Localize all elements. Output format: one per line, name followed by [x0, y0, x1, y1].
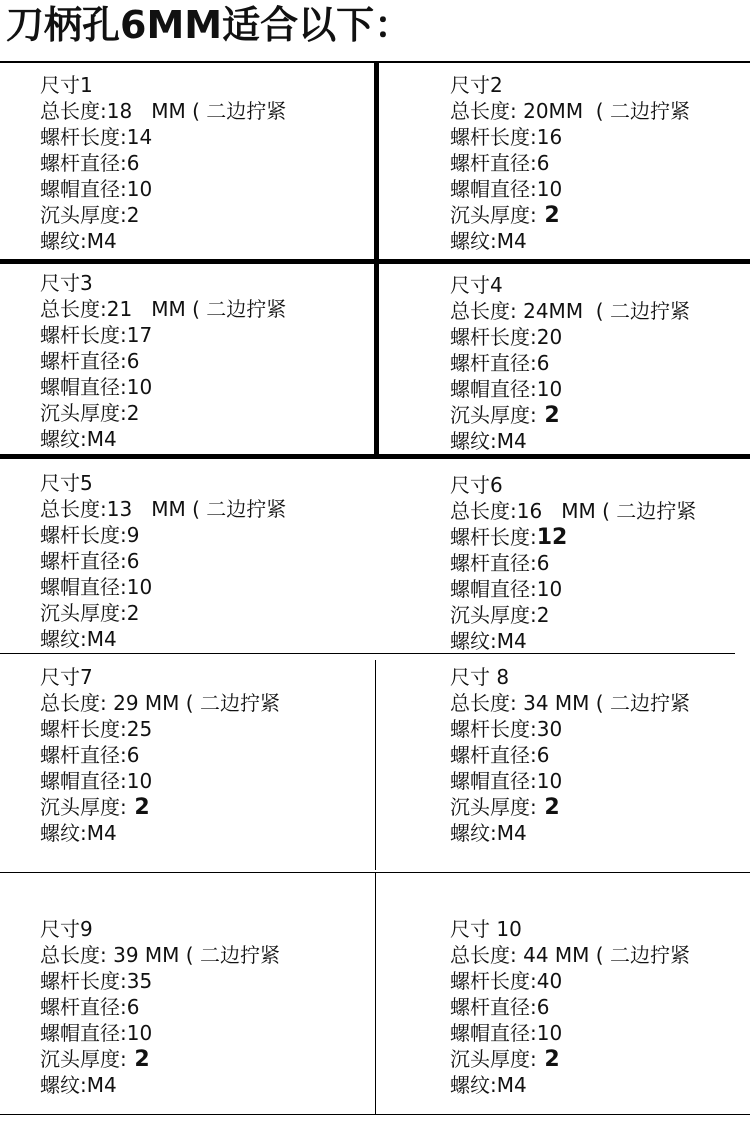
spec-name: 尺寸9	[40, 917, 93, 941]
cap-diameter: 螺帽直径:10	[450, 1021, 563, 1045]
thread: 螺纹:M4	[40, 1073, 117, 1097]
spec-name: 尺寸 10	[450, 917, 522, 941]
screw-length: 螺杆长度:30	[450, 717, 563, 741]
spec-cell-6	[450, 472, 696, 654]
countersink-thickness: 沉头厚度: 2	[450, 1047, 560, 1072]
thread: 螺纹:M4	[450, 629, 527, 653]
screw-diameter: 螺杆直径:6	[450, 743, 550, 767]
spec-cell-10	[450, 916, 690, 1098]
spec-cell-1	[40, 72, 286, 254]
cap-diameter: 螺帽直径:10	[40, 575, 153, 599]
grid-line-vertical-thick	[374, 61, 379, 456]
spec-cell-2	[450, 72, 690, 254]
spec-cell-3	[40, 270, 286, 452]
cap-diameter: 螺帽直径:10	[40, 1021, 153, 1045]
screw-diameter: 螺杆直径:6	[450, 351, 550, 375]
screw-length: 螺杆长度:25	[40, 717, 153, 741]
grid-line-vertical-bottom	[375, 873, 376, 1115]
total-length: 总长度: 24MM ( 二边拧紧	[450, 299, 690, 323]
total-length: 总长度: 44 MM ( 二边拧紧	[450, 943, 690, 967]
countersink-thickness: 沉头厚度: 2	[40, 1047, 150, 1072]
cap-diameter: 螺帽直径:10	[450, 377, 563, 401]
screw-diameter: 螺杆直径:6	[450, 995, 550, 1019]
total-length: 总长度:13 MM ( 二边拧紧	[40, 497, 287, 521]
screw-diameter: 螺杆直径:6	[40, 549, 140, 573]
screw-diameter: 螺杆直径:6	[40, 995, 140, 1019]
spec-name: 尺寸7	[40, 665, 93, 689]
thread: 螺纹:M4	[450, 821, 527, 845]
countersink-thickness: 沉头厚度:2	[40, 601, 140, 625]
thread: 螺纹:M4	[40, 821, 117, 845]
spec-name: 尺寸3	[40, 271, 93, 295]
spec-cell-4	[450, 272, 690, 454]
spec-name: 尺寸1	[40, 73, 93, 97]
spec-name: 尺寸6	[450, 473, 503, 497]
total-length: 总长度:21 MM ( 二边拧紧	[40, 297, 287, 321]
screw-diameter: 螺杆直径:6	[450, 151, 550, 175]
screw-length: 螺杆长度:16	[450, 125, 563, 149]
cap-diameter: 螺帽直径:10	[450, 577, 563, 601]
spec-name: 尺寸2	[450, 73, 503, 97]
cap-diameter: 螺帽直径:10	[40, 177, 153, 201]
grid-line-vertical-lower	[375, 660, 376, 870]
screw-length: 螺杆长度:40	[450, 969, 563, 993]
cap-diameter: 螺帽直径:10	[450, 177, 563, 201]
screw-diameter: 螺杆直径:6	[40, 349, 140, 373]
thread: 螺纹:M4	[450, 229, 527, 253]
spec-cell-5	[40, 470, 286, 652]
screw-diameter: 螺杆直径:6	[450, 551, 550, 575]
screw-length: 螺杆长度:35	[40, 969, 153, 993]
spec-name: 尺寸4	[450, 273, 503, 297]
thread: 螺纹:M4	[40, 427, 117, 451]
screw-length: 螺杆长度:14	[40, 125, 153, 149]
countersink-thickness: 沉头厚度:2	[40, 203, 140, 227]
spec-cell-7	[40, 664, 280, 846]
spec-cell-8	[450, 664, 690, 846]
screw-length: 螺杆长度:17	[40, 323, 153, 347]
total-length: 总长度:18 MM ( 二边拧紧	[40, 99, 287, 123]
screw-length: 螺杆长度:20	[450, 325, 563, 349]
cap-diameter: 螺帽直径:10	[450, 769, 563, 793]
countersink-thickness: 沉头厚度: 2	[40, 795, 150, 820]
countersink-thickness: 沉头厚度:2	[40, 401, 140, 425]
thread: 螺纹:M4	[40, 627, 117, 651]
thread: 螺纹:M4	[450, 1073, 527, 1097]
page-title: 刀柄孔6MM适合以下：	[6, 3, 413, 47]
screw-length: 螺杆长度:12	[450, 525, 568, 550]
spec-cell-9	[40, 916, 280, 1098]
countersink-thickness: 沉头厚度: 2	[450, 203, 560, 228]
thread: 螺纹:M4	[450, 429, 527, 453]
cap-diameter: 螺帽直径:10	[40, 769, 153, 793]
screw-length: 螺杆长度:9	[40, 523, 140, 547]
spec-name: 尺寸 8	[450, 665, 510, 689]
countersink-thickness: 沉头厚度:2	[450, 603, 550, 627]
total-length: 总长度:16 MM ( 二边拧紧	[450, 499, 697, 523]
spec-name: 尺寸5	[40, 471, 93, 495]
total-length: 总长度: 20MM ( 二边拧紧	[450, 99, 690, 123]
countersink-thickness: 沉头厚度: 2	[450, 403, 560, 428]
total-length: 总长度: 29 MM ( 二边拧紧	[40, 691, 280, 715]
total-length: 总长度: 34 MM ( 二边拧紧	[450, 691, 690, 715]
countersink-thickness: 沉头厚度: 2	[450, 795, 560, 820]
thread: 螺纹:M4	[40, 229, 117, 253]
screw-diameter: 螺杆直径:6	[40, 743, 140, 767]
cap-diameter: 螺帽直径:10	[40, 375, 153, 399]
screw-diameter: 螺杆直径:6	[40, 151, 140, 175]
total-length: 总长度: 39 MM ( 二边拧紧	[40, 943, 280, 967]
